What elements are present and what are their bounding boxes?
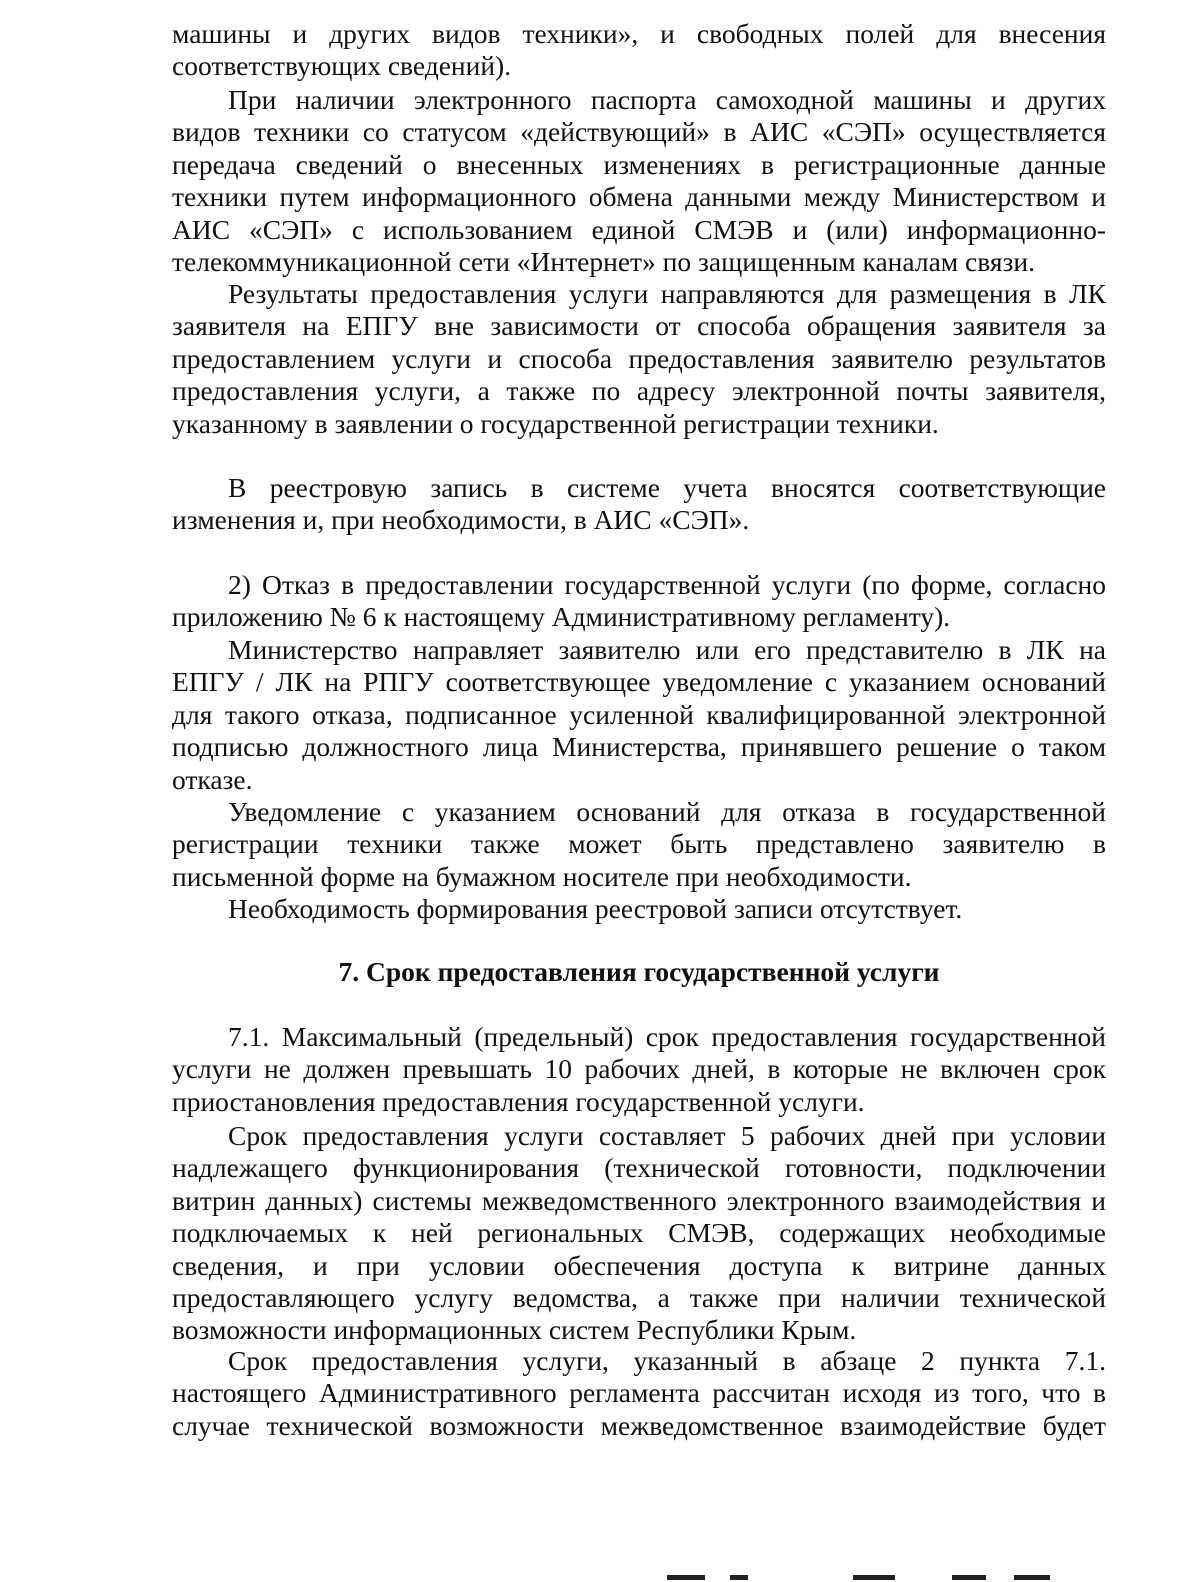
paragraph-registry-record (172, 472, 1106, 537)
text-line: отказе. (172, 763, 253, 795)
paragraph-service-term (172, 1120, 1106, 1347)
text-line: надлежащего функционирования (технической готовности, подключении (172, 1152, 1106, 1184)
text-line: Необходимость формирования реестровой записи отсутствует. (228, 893, 963, 924)
text-line: предоставления услуги, а также по адресу электронной почты заявителя, (172, 375, 1106, 407)
scan-artifact (952, 1575, 986, 1580)
text-line: Министерство направляет заявителю или его представителю в ЛК на (228, 634, 1106, 665)
scan-artifact (1014, 1575, 1050, 1580)
paragraph-ministry-notice (172, 634, 1106, 796)
text-line: заявителя на ЕПГУ вне зависимости от способа обращения заявителя за (172, 310, 1106, 342)
section-heading: 7. Срок предоставления государственной услуги (338, 956, 940, 987)
scan-artifact (730, 1575, 748, 1580)
paragraph-term-calculation (172, 1345, 1106, 1442)
text-line: изменения и, при необходимости, в АИС «СЭП». (172, 504, 750, 536)
text-line: техники путем информационного обмена данными между Министерством и (172, 181, 1106, 213)
text-line: 7.1. Максимальный (предельный) срок предоставления государственной (228, 1021, 1106, 1052)
text-line: случае технической возможности межведомственное взаимодействие будет (172, 1409, 1106, 1441)
text-line: настоящего Административного регламента рассчитан исходя из того, что в (172, 1377, 1106, 1409)
text-line: возможности информационных систем Республики Крым. (172, 1314, 857, 1346)
text-line: Результаты предоставления услуги направляются для размещения в ЛК (228, 278, 1106, 309)
text-line: письменной форме на бумажном носителе при необходимости. (172, 860, 912, 892)
text-line: указанному в заявлении о государственной регистрации техники. (172, 407, 939, 439)
paragraph-continuation (172, 18, 1106, 83)
text-line: подключаемых к ней региональных СМЭВ, содержащих необходимые (172, 1217, 1106, 1249)
paragraph-electronic-passport (172, 84, 1106, 278)
text-line: Уведомление с указанием оснований для отказа в государственной (228, 796, 1106, 827)
text-line: приостановления предоставления государственной услуги. (172, 1085, 865, 1117)
text-line: видов техники со статусом «действующий» в АИС «СЭП» осуществляется (172, 116, 1106, 148)
paragraph-max-term (172, 1021, 1106, 1118)
text-line: телекоммуникационной сети «Интернет» по защищенным каналам связи. (172, 245, 1035, 277)
text-line: услуги не должен превышать 10 рабочих дней, в которые не включен срок (172, 1053, 1106, 1085)
text-line: При наличии электронного паспорта самоходной машины и других (228, 84, 1106, 115)
text-line: АИС «СЭП» с использованием единой СМЭВ и (или) информационно- (172, 213, 1106, 245)
text-line: предоставлением услуги и способа предоставления заявителю результатов (172, 342, 1106, 374)
text-line: предоставляющего услугу ведомства, а также при наличии технической (172, 1281, 1106, 1313)
text-line: для такого отказа, подписанное усиленной квалифицированной электронной (172, 698, 1106, 730)
text-line: приложению № 6 к настоящему Административному регламенту). (172, 601, 951, 633)
text-line: подписью должностного лица Министерства, принявшего решение о таком (172, 731, 1106, 763)
paragraph-results (172, 278, 1106, 440)
paragraph-paper-notice (172, 796, 1106, 893)
text-line: В реестровую запись в системе учета вносятся соответствующие (228, 472, 1106, 503)
scan-artifact (853, 1575, 895, 1580)
text-line: витрин данных) системы межведомственного электронного взаимодействия и (172, 1184, 1106, 1216)
scan-artifact (667, 1575, 705, 1580)
text-line: Срок предоставления услуги составляет 5 рабочих дней при условии (228, 1120, 1106, 1151)
text-line: 2) Отказ в предоставлении государственной услуги (по форме, согласно (228, 569, 1106, 600)
text-line: ЕПГУ / ЛК на РПГУ соответствующее уведомление с указанием оснований (172, 666, 1106, 698)
text-line: соответствующих сведений). (172, 50, 512, 82)
text-line: машины и других видов техники», и свободных полей для внесения (172, 18, 1106, 49)
paragraph-no-record (172, 893, 1106, 925)
text-line: передача сведений о внесенных изменениях в регистрационные данные (172, 148, 1106, 180)
text-line: сведения, и при условии обеспечения доступа к витрине данных (172, 1249, 1106, 1281)
text-line: Срок предоставления услуги, указанный в абзаце 2 пункта 7.1. (228, 1345, 1106, 1376)
paragraph-refusal (172, 569, 1106, 634)
text-line: регистрации техники также может быть представлено заявителю в (172, 828, 1106, 860)
